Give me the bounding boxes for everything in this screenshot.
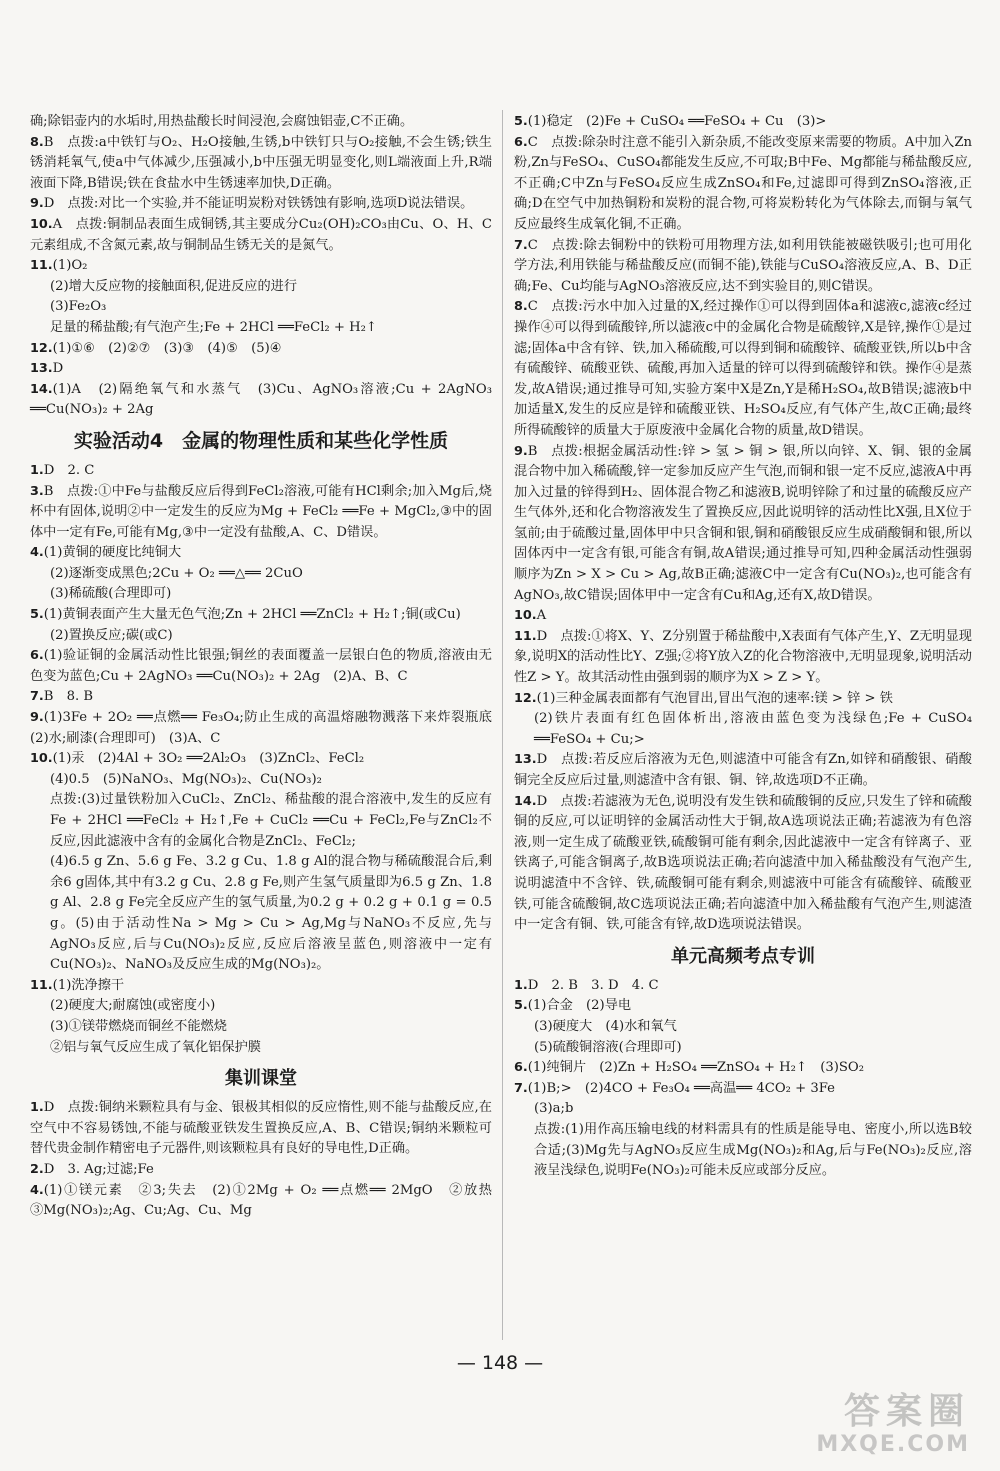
answer-text: (1)合金 (2)导电 <box>527 998 632 1014</box>
answer-entry <box>514 1120 972 1182</box>
question-number: 6. <box>30 648 44 664</box>
answer-text: (1)黄铜的硬度比纯铜大 <box>43 545 182 561</box>
answer-entry <box>30 318 492 339</box>
answer-entry <box>514 236 972 298</box>
question-number: 1. <box>30 1100 44 1116</box>
answer-entry <box>30 1038 492 1059</box>
question-number: 4. <box>30 1182 44 1198</box>
answer-text: 足量的稀盐酸;有气泡产生;Fe + 2HCl ══FeCl₂ + H₂↑ <box>50 319 377 335</box>
answer-text: D 点拨:对比一个实验,并不能证明炭粉对铁锈蚀有影响,选项D说法错误。 <box>43 196 474 212</box>
answer-text: D 2. B 3. D 4. C <box>527 977 659 993</box>
watermark-text: 答案圈 <box>843 1391 970 1432</box>
answer-entry <box>30 646 492 687</box>
question-number: 9. <box>30 710 44 726</box>
answer-entry <box>30 256 492 277</box>
answer-text: (1)B;> (2)4CO + Fe₃O₄ ══高温══ 4CO₂ + 3Fe <box>527 1080 835 1096</box>
answer-entry <box>30 687 492 708</box>
answer-entry <box>514 1099 972 1120</box>
answer-text: (1)纯铜片 (2)Zn + H₂SO₄ ══ZnSO₄ + H₂↑ (3)SO₂ <box>527 1060 865 1076</box>
answer-entry <box>514 442 972 607</box>
question-number: 7. <box>30 689 44 705</box>
answer-text: C 点拨:污水中加入过量的X,经过操作①可以得到固体a和滤液c,滤液c经过操作④可以得到硫酸锌,所以滤液c中的金属化合物是硫酸锌,X是锌,操作①是过滤;固体a中含有锌、铁,加入稀硫酸,可以得到铜和硫酸锌、硫酸亚铁,所以b中含有硫酸锌、硫酸亚铁、硫酸,再加入适量的锌可以得到硫酸锌和铁。操作④是蒸发,故A错误;通过推导可知,实验方案中X是Zn,Y是稀H₂SO₄,故B错误;滤液b中加适量X,发生的反应是锌和硫酸亚铁、H₂SO₄反应,有气体产生,故C正确;最终所得硫酸锌的质量大于原废液中金属化合物的质量,故D错误。 <box>514 299 972 438</box>
answer-text: (3)硬度大 (4)水和氧气 <box>534 1018 677 1034</box>
answer-entry <box>30 543 492 564</box>
answer-entry <box>30 584 492 605</box>
answer-text: (1)验证铜的金属活动性比银强;铜丝的表面覆盖一层银白色的物质,溶液由无色变为蓝色;Cu + 2AgNO₃ ══Cu(NO₃)₂ + 2Ag (2)A、B、C <box>30 648 492 684</box>
answer-entry <box>30 359 492 380</box>
answer-entry <box>30 708 506 749</box>
answer-text: (2)置换反应;碳(或C) <box>50 627 173 643</box>
question-number: 10. <box>30 751 53 767</box>
question-number: 1. <box>514 977 528 993</box>
answer-text: (4)0.5 (5)NaNO₃、Mg(NO₃)₂、Cu(NO₃)₂ <box>50 771 322 787</box>
question-number: 7. <box>514 1080 528 1096</box>
answer-text: B 点拨:①中Fe与盐酸反应后得到FeCl₂溶液,可能有HCl剩余;加入Mg后,烧杯中有固体,说明②中一定发生的反应为Mg + FeCl₂ ══Fe + MgCl₂,③中的固体中一定有Fe,可能有Mg,③中一定没有盐酸,A、C、D错误。 <box>30 483 492 540</box>
answer-entry <box>30 112 492 133</box>
answer-text: (1)O₂ <box>52 258 88 274</box>
answer-entry <box>30 770 492 791</box>
answer-text: (1)A (2)隔绝氧气和水蒸气 (3)Cu、AgNO₃溶液;Cu + 2AgNO₃ ══Cu(NO₃)₂ + 2Ag <box>30 381 492 418</box>
question-number: 13. <box>30 361 53 377</box>
answer-text: C 点拨:除杂时注意不能引入新杂质,不能改变原来需要的物质。A中加入Zn粉,Zn与FeSO₄、CuSO₄都能发生反应,不可取;B中Fe、Mg都能与稀盐酸反应,不正确;C中Zn与FeSO₄反应生成ZnSO₄和Fe,过滤即可得到ZnSO₄溶液,正确;D在空气中加热铜粉和炭粉的混合物,可将炭粉转化为气体除去,而铜与氧气反应最终生成氧化铜,不正确。 <box>514 134 972 232</box>
question-number: 2. <box>30 1161 44 1177</box>
question-number: 9. <box>30 196 44 212</box>
question-number: 7. <box>514 237 528 253</box>
answer-text: D 点拨:铜纳米颗粒具有与金、银极其相似的反应惰性,则不能与盐酸反应,在空气中不容易锈蚀,不能与硫酸亚铁发生置换反应,A、B、C错误;铜纳米颗粒可替代贵金制作精密电子元器件,则该颗粒具有良好的导电性,D正确。 <box>30 1100 492 1157</box>
question-number: 8. <box>514 299 528 315</box>
question-number: 8. <box>30 134 44 150</box>
answer-entry <box>514 627 972 689</box>
answer-text: (5)硫酸铜溶液(合理即可) <box>534 1039 682 1055</box>
answer-text: D 点拨:①将X、Y、Z分别置于稀盐酸中,X表面有气体产生,Y、Z无明显现象,说明X的活动性比Y、Z强;②将Y放入Z的化合物溶液中,无明显现象,说明活动性Z > Y。故其活动性由强到弱的顺序为X > Z > Y。 <box>514 628 972 686</box>
answer-text: (2)逐渐变成黑色;2Cu + O₂ ══△══ 2CuO <box>50 565 303 581</box>
answer-entry <box>514 297 972 441</box>
answer-entry <box>514 976 972 997</box>
answer-text: (1)汞 (2)4Al + 3O₂ ══2Al₂O₃ (3)ZnCl₂、FeCl₂ <box>52 751 365 767</box>
answer-entry <box>30 482 492 544</box>
answer-entry <box>30 1017 492 1038</box>
answer-text: D 3. Ag;过滤;Fe <box>43 1161 154 1177</box>
answer-text: C 点拨:除去铜粉中的铁粉可用物理方法,如利用铁能被磁铁吸引;也可用化学方法,利用铁能与稀盐酸反应(而铜不能),铁能与CuSO₄溶液反应,A、B、D正确;Fe、Cu均能与AgNO₃溶液反应,达不到实验目的,则C错误。 <box>514 237 972 294</box>
question-number: 6. <box>514 1060 528 1076</box>
answer-text: (2)硬度大;耐腐蚀(或密度小) <box>50 998 216 1014</box>
answer-text: (3)Fe₂O₃ <box>50 299 107 315</box>
answer-text: (4)6.5 g Zn、5.6 g Fe、3.2 g Cu、1.8 g Al的混合物与稀硫酸混合后,剩余6 g固体,其中有3.2 g Cu、2.8 g Fe,则产生氢气质量即为6.5 g Zn、1.8 g Al、2.8 g Fe完全反应产生的氢气质量,为0.2 g + 0.2 g + 0.1 g = 0.5 g。(5)由于活动性Na > Mg > Cu > Ag,Mg与NaNO₃不反应,先与AgNO₃反应,后与Cu(NO₃)₂反应,反应后溶液呈蓝色,则溶液中一定有Cu(NO₃)₂、NaNO₃及反应生成的Mg(NO₃)₂。 <box>50 854 492 973</box>
answer-entry <box>514 112 972 133</box>
answer-entry <box>514 606 972 627</box>
answer-entry <box>30 380 492 421</box>
section-heading: 实验活动4 金属的物理性质和某些化学性质 <box>73 429 449 452</box>
answer-entry <box>30 1160 492 1181</box>
answer-entry <box>30 626 492 647</box>
answer-text: ②铝与氧气反应生成了氧化铝保护膜 <box>50 1039 261 1055</box>
answer-text: 点拨:(3)过量铁粉加入CuCl₂、ZnCl₂、稀盐酸的混合溶液中,发生的反应有Fe + 2HCl ══FeCl₂ + H₂↑,Fe + CuCl₂ ══Cu + FeCl₂,Fe与ZnCl₂不反应,因此滤液中含有的金属化合物是ZnCl₂、FeCl₂; <box>50 792 492 849</box>
question-number: 14. <box>30 381 53 397</box>
answer-text: (1)稳定 (2)Fe + CuSO₄ ══FeSO₄ + Cu (3)> <box>527 114 827 129</box>
answer-entry <box>30 461 492 482</box>
answer-entry <box>30 749 492 770</box>
answer-entry <box>514 996 972 1017</box>
answer-entry <box>514 792 972 936</box>
answer-text: D 点拨:若滤液为无色,说明没有发生铁和硫酸铜的反应,只发生了锌和硫酸铜的反应,可以证明锌的金属活动性大于铜,故A选项说法正确;若滤液为有色溶液,则一定生成了硫酸亚铁,硫酸铜可能有剩余,因此滤液中一定含有锌离子、亚铁离子,可能含铜离子,故B选项说法正确;若向滤渣中加入稀盐酸没有气泡产生,说明滤渣中不含锌、铁,硫酸铜可能有剩余,则滤液中可能含有硫酸锌、硫酸亚铁,可能含硫酸铜,故C选项说法正确;若向滤渣中加入稀盐酸有气泡产生,则滤渣中一定含有铜、铁,可能含有锌,故D选项说法错误。 <box>514 793 972 933</box>
answer-text: (1)3Fe + 2O₂ ══点燃══ Fe₃O₄;防止生成的高温熔融物溅落下来炸裂瓶底 (2)水;刷漆(合理即可) (3)A、C <box>30 710 506 746</box>
answer-text: B 点拨:a中铁钉与O₂、H₂O接触,生锈,b中铁钉只与O₂接触,不会生锈;铁生锈消耗氧气,使a中气体减少,压强减小,b中压强无明显变化,则L端液面上升,R端液面下降,B错误;铁在食盐水中生锈速率加快,D正确。 <box>30 134 492 191</box>
question-number: 12. <box>514 690 537 706</box>
answer-text: 确;除铝壶内的水垢时,用热盐酸长时间浸泡,会腐蚀铝壶,C不正确。 <box>30 114 414 129</box>
answer-entry <box>514 1017 972 1038</box>
question-number: 5. <box>30 607 44 623</box>
answer-entry <box>30 790 492 852</box>
answer-text: (1)①⑥ (2)②⑦ (3)③ (4)⑤ (5)④ <box>52 340 282 356</box>
answer-text: D 2. C <box>43 462 95 478</box>
watermark-url: MXQE.COM <box>816 1432 970 1457</box>
section-heading: 集训课堂 <box>225 1068 297 1090</box>
answer-entry <box>30 564 492 585</box>
left-column <box>30 112 506 1222</box>
answer-text: (1)①镁元素 ②3;失去 (2)①2Mg + O₂ ══点燃══ 2MgO ②放热 ③Mg(NO₃)₂;Ag、Cu;Ag、Cu、Mg <box>30 1182 506 1219</box>
answer-text: (2)增大反应物的接触面积,促进反应的进行 <box>50 278 298 294</box>
question-number: 11. <box>30 258 53 274</box>
question-number: 10. <box>30 216 53 232</box>
right-column <box>514 112 972 1182</box>
question-number: 13. <box>514 752 537 768</box>
answer-entry <box>30 339 492 360</box>
watermark-logo <box>770 1392 970 1464</box>
question-number: 1. <box>30 462 44 478</box>
answer-text: A <box>536 608 547 624</box>
question-number: 14. <box>514 793 537 809</box>
answer-entry <box>30 215 492 256</box>
answer-entry <box>30 277 492 298</box>
question-number: 3. <box>30 483 44 499</box>
answer-text: B 8. B <box>43 689 94 705</box>
answer-text: (1)黄铜表面产生大量无色气泡;Zn + 2HCl ══ZnCl₂ + H₂↑;铜(或Cu) <box>43 607 461 623</box>
answer-text: D <box>52 361 64 377</box>
answer-text: B 点拨:根据金属活动性:锌 > 氢 > 铜 > 银,所以向锌、X、铜、银的金属混合物中加入稀硫酸,锌一定参加反应产生气泡,而铜和银一定不反应,滤液A中再加入过量的锌得到H₂、固体混合物乙和滤液B,说明锌除了和过量的硫酸反应产生气体外,还和化合物溶液发生了置换反应,因此说明锌的活动性比X强,且X位于氢前;由于硫酸过量,固体甲中只含铜和银,铜和硝酸银反应生成硝酸铜和银,所以固体丙中一定含有银,可能含有铜,故A错误;通过推导可知,四种金属活动性强弱顺序为Zn > X > Cu > Ag,故B正确;滤液C中一定含有Cu(NO₃)₂,也可能含有AgNO₃,故C错误;固体甲中一定含有Cu和Ag,还有X,故D错误。 <box>514 443 972 603</box>
question-number: 11. <box>514 628 537 644</box>
question-number: 5. <box>514 998 528 1014</box>
answer-entry <box>30 133 492 195</box>
answer-entry <box>30 1098 492 1160</box>
answer-entry <box>514 133 972 236</box>
answer-entry <box>514 1058 972 1079</box>
section-heading: 单元高频考点专训 <box>671 945 815 967</box>
answer-entry <box>30 976 492 997</box>
page-number: — 148 — <box>456 1352 544 1374</box>
answer-entry <box>30 852 492 976</box>
answer-text: A 点拨:铜制品表面生成铜锈,其主要成分Cu₂(OH)₂CO₃由Cu、O、H、C元素组成,不含氮元素,故与铜制品生锈无关的是氮气。 <box>30 216 492 253</box>
answer-entry <box>514 689 972 710</box>
answer-entry <box>30 194 492 215</box>
answer-text: (3)稀硫酸(合理即可) <box>50 586 172 602</box>
answer-entry <box>30 297 492 318</box>
answer-entry <box>514 750 972 791</box>
answer-entry <box>514 1038 972 1059</box>
question-number: 6. <box>514 134 528 150</box>
answer-entry <box>30 996 492 1017</box>
answer-text: (1)三种金属表面都有气泡冒出,冒出气泡的速率:镁 > 锌 > 铁 <box>536 690 893 706</box>
answer-text: (3)a;b <box>534 1101 574 1117</box>
answer-text: (1)洗净擦干 <box>52 977 125 993</box>
answer-entry <box>514 709 972 750</box>
question-number: 4. <box>30 545 44 561</box>
question-number: 11. <box>30 977 53 993</box>
answer-text: D 点拨:若反应后溶液为无色,则滤渣中可能含有Zn,如锌和硝酸银、硝酸铜完全反应后过量,则滤渣中含有银、铜、锌,故选项D不正确。 <box>514 752 972 788</box>
question-number: 12. <box>30 340 53 356</box>
answer-entry <box>30 605 492 626</box>
answer-text: (3)①镁带燃烧而铜丝不能燃烧 <box>50 1018 227 1034</box>
answer-text: (2)铁片表面有红色固体析出,溶液由蓝色变为浅绿色;Fe + CuSO₄ ══FeSO₄ + Cu;> <box>534 711 972 747</box>
answer-entry <box>514 1079 972 1100</box>
question-number: 10. <box>514 608 537 624</box>
question-number: 5. <box>514 114 528 129</box>
answer-text: 点拨:(1)用作高压输电线的材料需具有的性质是能导电、密度小,所以选B较合适;(3)Mg先与AgNO₃反应生成Mg(NO₃)₂和Ag,后与Fe(NO₃)₂反应,溶液呈浅绿色,说明Fe(NO₃)₂可能未反应或部分反应。 <box>534 1121 972 1179</box>
answer-entry <box>30 1181 506 1222</box>
question-number: 9. <box>514 443 528 459</box>
